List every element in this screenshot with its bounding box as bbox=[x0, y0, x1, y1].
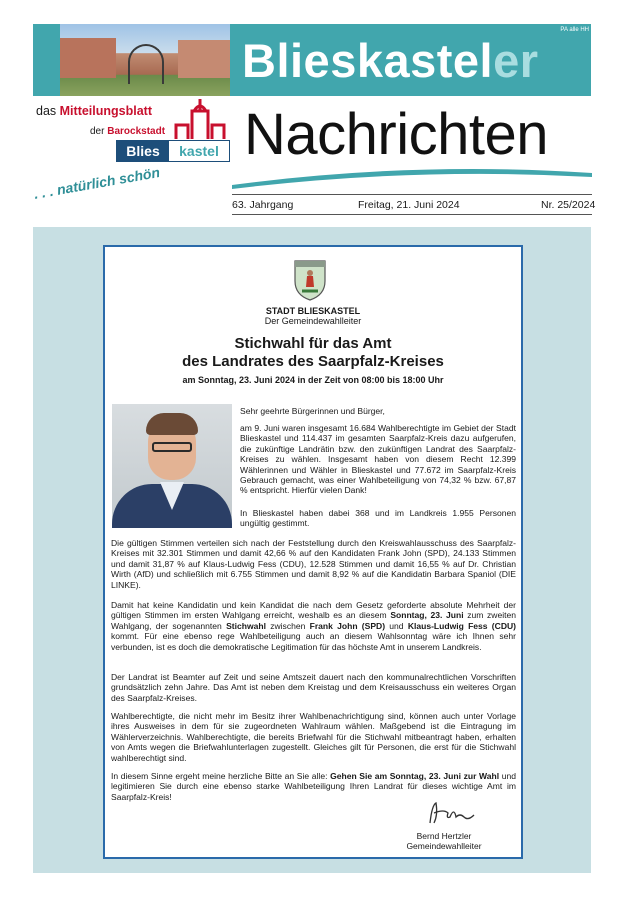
newspaper-title-line2: Nachrichten bbox=[244, 102, 548, 167]
distribution-label: PA alle HH bbox=[560, 27, 589, 33]
masthead-accent-bar bbox=[33, 24, 60, 96]
issuer-role: Der Gemeindewahlleiter bbox=[264, 316, 362, 326]
castle-logo-icon bbox=[170, 95, 230, 141]
issuer-name: STADT BLIESKASTEL bbox=[265, 306, 361, 316]
blieskastel-logo: Blies kastel bbox=[116, 140, 230, 162]
paragraph-runoff: Damit hat keine Kandidatin und kein Kandidat die nach dem Gesetz geforderte absolute Mehrheit der gültigen Stimmen im ersten Wahlgang erreicht, weshalb es an diesem Sonntag, 23. Juni zum zweiten Wahlgang, der sogenannten Stichwahl zwischen Frank John (SPD) und Klaus-Ludwig Fess (CDU) kommt. Für eine ebenso rege Wahlbeteiligung auch an diesem Wahlsonntag wäre ich Ihnen sehr verbunden, ist es doch die demokratische Legitimation für das höchste Amt in unserem Landkreis. bbox=[111, 600, 517, 652]
portrait-photo bbox=[112, 404, 232, 528]
paragraph-term: Der Landrat ist Beamter auf Zeit und seine Amtszeit dauert nach den kommunalrechtlichen Vorschriften grundsätzlich zehn Jahre. Das Amt ist neben dem Kreistag und dem Kreisausschuss ein weiteres Organ des Saarpfalz-Kreises. bbox=[111, 672, 516, 703]
mitteilungsblatt-label: das Mitteilungsblatt bbox=[36, 104, 152, 118]
newspaper-title-line1: Blieskasteler bbox=[242, 34, 539, 87]
signer-title: Gemeindewahlleiter bbox=[406, 841, 482, 851]
notice-subheadline: am Sonntag, 23. Juni 2024 in der Zeit von 08:00 bis 18:00 Uhr bbox=[182, 375, 444, 385]
paragraph-appeal: In diesem Sinne ergeht meine herzliche Bitte an Sie alle: Gehen Sie am Sonntag, 23. Juni zur Wahl und legitimieren Sie durch eine ebenso starke Wahlbeteiligung Ihren Landrat für dieses wichtige Amt im Saarpfalz-Kreis! bbox=[111, 771, 516, 802]
signer-block bbox=[389, 831, 499, 851]
castle-photo bbox=[60, 24, 230, 96]
barockstadt-label: der Barockstadt bbox=[90, 126, 166, 137]
notice-headline: Stichwahl für das Amt des Landrates des Saarpfalz-Kreises bbox=[182, 335, 444, 370]
salutation: Sehr geehrte Bürgerinnen und Bürger, bbox=[240, 406, 385, 416]
title-swoosh bbox=[232, 163, 592, 189]
paragraph-invalid-votes: In Blieskastel haben dabei 368 und im Landkreis 1.955 Personen ungültig gestimmt. bbox=[240, 508, 516, 529]
coat-of-arms-icon bbox=[293, 257, 327, 301]
paragraph-results: Die gültigen Stimmen verteilen sich nach der Feststellung durch den Kreiswahlausschuss des Saarpfalz-Kreises mit 32.301 Stimmen und damit 42,66 % auf den Kandidaten Frank John (SPD), 24.133 Stimmen und damit 31,87 % auf Klaus-Ludwig Fess (CDU), 12.528 Stimmen und damit 16,55 % auf Dr. Christian Wirth (AfD) und schließlich mit 6.755 Stimmen und damit 8,92 % auf die Kandidatin Barbara Spaniol (DIE LINKE). bbox=[111, 538, 516, 590]
issue-number: Nr. 25/2024 bbox=[541, 199, 596, 211]
paragraph-voting-info: Wahlberechtigte, die nicht mehr im Besitz ihrer Wahlbenachrichtigung sind, können auch unter Vorlage ihres Ausweises in dem für sie zugeordneten Wahlraum wählen. Maßgebend ist die Eintragung im Wählerverzeichnis. Wahlberechtigte, die bereits Briefwahl für die Stichwahl mitbeantragt haben, erhalten von Amts wegen die Briefwahlunterlagen zugestellt. Gleiches gilt für Personen, die erst für die Stichwahl wahlberechtigt sind. bbox=[111, 711, 516, 763]
issue-date: Freitag, 21. Juni 2024 bbox=[358, 199, 460, 211]
slogan: . . . natürlich schön bbox=[32, 163, 162, 202]
paragraph-turnout: am 9. Juni waren insgesamt 16.684 Wahlberechtigte im Gebiet der Stadt Blieskastel und 114.437 im gesamten Saarpfalz-Kreis dazu aufgerufen, die zukünftige Landrätin bzw. den zukünftigen Landrat des Saarpfalz-Kreises zu wählen. Insgesamt haben von diesem Recht 12.399 Wählerinnen und Wähler in Blieskastel und 77.672 im Saarpfalz-Kreis Gebrauch gemacht, was einer Wahlbeteiligung von 74,32 % bzw. 67,87 % entspricht. Hierfür vielen Dank! bbox=[240, 423, 516, 496]
meta-divider-bottom bbox=[232, 214, 592, 215]
signature-icon bbox=[424, 799, 478, 827]
signer-name: Bernd Hertzler bbox=[416, 831, 472, 841]
volume-label: 63. Jahrgang bbox=[232, 199, 294, 211]
meta-divider-top bbox=[232, 194, 592, 195]
